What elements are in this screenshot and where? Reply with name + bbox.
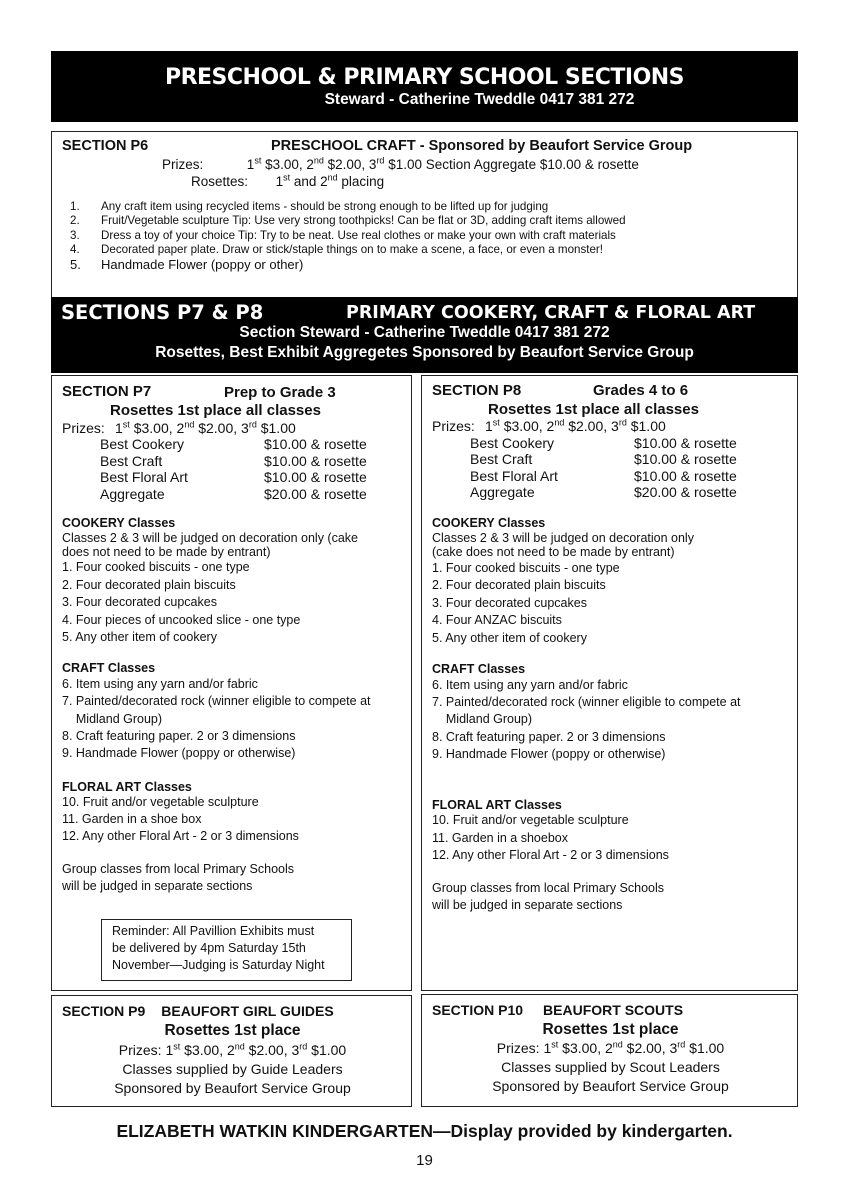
list-item: 3. Four decorated cupcakes xyxy=(62,595,217,609)
header-steward: Steward - Catherine Tweddle 0417 381 272 xyxy=(324,91,635,108)
section-p9-prizes: Prizes: 1st $3.00, 2nd $2.00, 3rd $1.00 xyxy=(118,1041,347,1058)
floral-classes-title: FLORAL ART Classes xyxy=(62,780,192,794)
section-p6-prizes: Prizes: 1st $3.00, 2nd $2.00, 3rd $1.00 Section Aggregate $10.00 & rosette xyxy=(162,155,639,172)
section-p10-classes: Classes supplied by Scout Leaders xyxy=(501,1059,720,1075)
section-p7-box xyxy=(51,375,412,991)
section-p10-box xyxy=(421,994,798,1107)
list-item: 12. Any other Floral Art - 2 or 3 dimensions xyxy=(62,829,299,843)
list-item: 3. Dress a toy of your choice Tip: Try to be neat. Use real clothes or make your own with craft materials xyxy=(70,228,616,242)
section-p8-rosettes: Rosettes 1st place all classes xyxy=(488,401,699,418)
list-item: 1. Four cooked biscuits - one type xyxy=(432,561,620,575)
section-p7-rosettes: Rosettes 1st place all classes xyxy=(110,402,321,419)
section-p7-label: SECTION P7 xyxy=(62,383,152,400)
best-cookery-row: Best Cookery $10.00 & rosette xyxy=(470,435,737,451)
craft-classes-title: CRAFT Classes xyxy=(62,661,156,675)
section-p10-sponsor: Sponsored by Beaufort Service Group xyxy=(492,1078,729,1094)
section-p6-rosettes: Rosettes: 1st and 2nd placing xyxy=(191,172,385,189)
section-p7-p8-steward: Section Steward - Catherine Tweddle 0417 381 272 xyxy=(239,324,610,341)
cookery-classes-title: COOKERY Classes xyxy=(432,516,546,530)
section-p8-prizes: Prizes: 1st $3.00, 2nd $2.00, 3rd $1.00 xyxy=(432,417,666,434)
floral-classes-title: FLORAL ART Classes xyxy=(432,798,562,812)
section-p9-title: BEAUFORT GIRL GUIDES xyxy=(161,1003,334,1019)
section-p9-classes: Classes supplied by Guide Leaders xyxy=(122,1061,343,1077)
section-p8-label: SECTION P8 xyxy=(432,382,522,399)
section-p10-rosettes: Rosettes 1st place xyxy=(542,1021,679,1038)
section-p7-prizes: Prizes: 1st $3.00, 2nd $2.00, 3rd $1.00 xyxy=(62,419,296,436)
section-p7-p8-title: SECTIONS P7 & P8 xyxy=(61,301,264,324)
aggregate-row: Aggregate $20.00 & rosette xyxy=(470,484,737,500)
list-item: 2. Four decorated plain biscuits xyxy=(62,578,236,592)
section-p9-rosettes: Rosettes 1st place xyxy=(164,1022,301,1039)
cookery-classes-title: COOKERY Classes xyxy=(62,516,176,530)
list-item: 7. Painted/decorated rock (winner eligible to compete at xyxy=(62,694,371,708)
list-item: 4. Decorated paper plate. Draw or stick/staple things on to make a scene, a face, or even a monster! xyxy=(70,243,604,257)
list-item: 7. Painted/decorated rock (winner eligible to compete at xyxy=(432,695,741,709)
list-item: 2. Fruit/Vegetable sculpture Tip: Use very strong toothpicks! Can be flat or 3D, adding craft items allowed xyxy=(70,214,626,228)
kindergarten-footer: ELIZABETH WATKIN KINDERGARTEN—Display provided by kindergarten. xyxy=(116,1121,733,1141)
list-item: 8. Craft featuring paper. 2 or 3 dimensions xyxy=(62,729,296,743)
list-item: 10. Fruit and/or vegetable sculpture xyxy=(62,795,259,809)
best-floral-row: Best Floral Art $10.00 & rosette xyxy=(100,469,367,485)
section-p6-title: PRESCHOOL CRAFT - Sponsored by Beaufort Service Group xyxy=(271,138,693,154)
best-craft-row: Best Craft $10.00 & rosette xyxy=(100,453,367,469)
list-item: 5. Any other item of cookery xyxy=(432,631,587,645)
section-p6-box xyxy=(51,131,798,298)
cookery-note: Classes 2 & 3 will be judged on decoration only xyxy=(432,531,694,545)
group-classes-note: Group classes from local Primary Schools xyxy=(62,862,295,876)
list-item: 5. Any other item of cookery xyxy=(62,630,217,644)
list-item: 12. Any other Floral Art - 2 or 3 dimensions xyxy=(432,848,669,862)
group-classes-note: Group classes from local Primary Schools xyxy=(432,881,665,895)
list-item: 4. Four ANZAC biscuits xyxy=(432,613,562,627)
section-p8-grade: Grades 4 to 6 xyxy=(593,382,689,399)
list-item: 1. Any craft item using recycled items - should be strong enough to be lifted up for judging xyxy=(70,200,549,213)
list-item: 2. Four decorated plain biscuits xyxy=(432,578,606,592)
reminder-box: Reminder: All Pavillion Exhibits must be delivered by 4pm Saturday 15th November—Judging is Saturday Night xyxy=(101,919,352,981)
best-craft-row: Best Craft $10.00 & rosette xyxy=(470,451,737,467)
list-item: 8. Craft featuring paper. 2 or 3 dimensions xyxy=(432,730,666,744)
list-item: 6. Item using any yarn and/or fabric xyxy=(62,677,258,691)
list-item: 11. Garden in a shoe box xyxy=(62,812,202,826)
section-p9-sponsor: Sponsored by Beaufort Service Group xyxy=(114,1080,351,1096)
section-p6-label: SECTION P6 xyxy=(62,138,149,154)
aggregate-row: Aggregate $20.00 & rosette xyxy=(100,486,367,502)
list-item: 1. Four cooked biscuits - one type xyxy=(62,560,250,574)
section-p7-p8-sponsor: Rosettes, Best Exhibit Aggregetes Sponsored by Beaufort Service Group xyxy=(155,344,694,361)
section-p7-p8-banner xyxy=(51,297,798,373)
list-item: 4. Four pieces of uncooked slice - one type xyxy=(62,613,301,627)
section-p10-title: BEAUFORT SCOUTS xyxy=(543,1002,684,1018)
page-number: 19 xyxy=(416,1152,433,1169)
section-p10-prizes: Prizes: 1st $3.00, 2nd $2.00, 3rd $1.00 xyxy=(496,1039,725,1056)
list-item: 9. Handmade Flower (poppy or otherwise) xyxy=(62,746,296,760)
list-item: 6. Item using any yarn and/or fabric xyxy=(432,678,628,692)
list-item: 3. Four decorated cupcakes xyxy=(432,596,587,610)
list-item: 10. Fruit and/or vegetable sculpture xyxy=(432,813,629,827)
list-item: 5. Handmade Flower (poppy or other) xyxy=(70,256,304,272)
section-p7-p8-subtitle: PRIMARY COOKERY, CRAFT & FLORAL ART xyxy=(346,303,756,323)
page-title: PRESCHOOL & PRIMARY SCHOOL SECTIONS xyxy=(164,65,685,90)
list-item: Midland Group) xyxy=(432,712,533,726)
section-p10-label: SECTION P10 BEAUFORT SCOUTS xyxy=(432,1002,684,1018)
craft-classes-title: CRAFT Classes xyxy=(432,662,526,676)
list-item: Midland Group) xyxy=(62,712,163,726)
cookery-note: does not need to be made by entrant) xyxy=(62,545,271,559)
section-p7-grade: Prep to Grade 3 xyxy=(224,384,336,401)
section-p9-box xyxy=(51,995,412,1107)
section-p6-items xyxy=(70,200,830,272)
section-p8-box xyxy=(421,375,798,991)
best-cookery-row: Best Cookery $10.00 & rosette xyxy=(100,436,367,452)
group-classes-note: will be judged in separate sections xyxy=(62,879,253,893)
list-item: 9. Handmade Flower (poppy or otherwise) xyxy=(432,747,666,761)
list-item: 11. Garden in a shoebox xyxy=(432,831,568,845)
page-header-banner xyxy=(51,51,798,122)
cookery-note: Classes 2 & 3 will be judged on decoration only (cake xyxy=(62,531,359,545)
best-floral-row: Best Floral Art $10.00 & rosette xyxy=(470,468,737,484)
section-p9-label: SECTION P9 BEAUFORT GIRL GUIDES xyxy=(62,1003,334,1019)
group-classes-note: will be judged in separate sections xyxy=(432,898,623,912)
cookery-note: (cake does not need to be made by entrant) xyxy=(432,545,675,559)
